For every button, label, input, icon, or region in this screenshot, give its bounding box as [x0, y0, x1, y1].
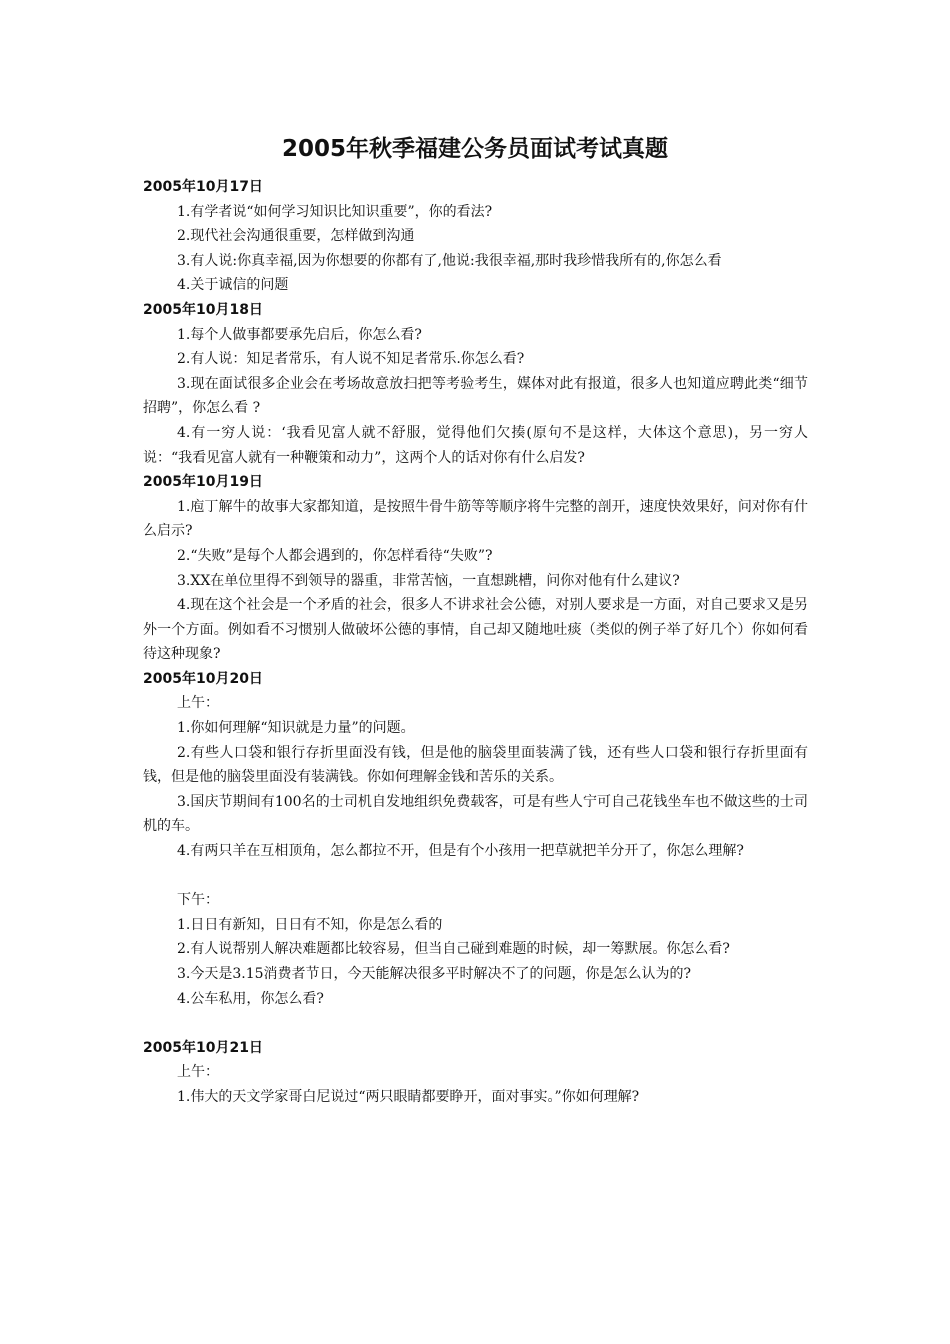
- day-date: 2005年10月18日: [143, 301, 263, 318]
- question: 2.有人说帮别人解决难题都比较容易，但当自己碰到难题的时候，却一筹默展。你怎么看?: [177, 941, 730, 958]
- question: 4.公车私用，你怎么看?: [177, 990, 324, 1007]
- blank-line: [143, 1011, 808, 1036]
- question: 2.现代社会沟通很重要，怎样做到沟通: [177, 228, 415, 245]
- question: 1.每个人做事都要承先启后，你怎么看?: [177, 326, 422, 343]
- blank-line: [143, 864, 808, 889]
- day-section: [143, 1036, 808, 1110]
- question: 3.现在面试很多企业会在考场故意放扫把等考验考生，媒体对此有报道，很多人也知道应聘此类“细节招聘”，你怎么看 ?: [143, 375, 808, 417]
- day-section: [143, 667, 808, 1036]
- morning-label: 上午：: [177, 695, 219, 712]
- question: 3.有人说:你真幸福,因为你想要的你都有了,他说:我很幸福,那时我珍惜我所有的,你怎么看: [177, 252, 722, 269]
- morning-label: 上午：: [177, 1064, 219, 1081]
- question: 1.有学者说“如何学习知识比知识重要”，你的看法?: [177, 203, 493, 220]
- question: 4.现在这个社会是一个矛盾的社会，很多人不讲求社会公德，对别人要求是一方面，对自己要求又是另外一个方面。例如看不习惯别人做破坏公德的事情，自己却又随地吐痰（类似的例子举了好几个）你如何看待这种现象?: [143, 597, 808, 663]
- question: 4.有一穷人说：‘我看见富人就不舒服，觉得他们欠揍(原句不是这样，大体这个意思)，另一穷人说：“我看见富人就有一种鞭策和动力”，这两个人的话对你有什么启发?: [143, 424, 808, 466]
- question: 4.关于诚信的问题: [177, 277, 289, 294]
- question: 1.日日有新知，日日有不知，你是怎么看的: [177, 916, 443, 933]
- question: 1.伟大的天文学家哥白尼说过“两只眼睛都要睁开，面对事实。”你如何理解?: [177, 1088, 640, 1105]
- document-title: 2005年秋季福建公务员面试考试真题: [281, 136, 668, 162]
- document-body: [143, 175, 808, 1110]
- day-date: 2005年10月20日: [143, 670, 263, 687]
- question: 2.“失败”是每个人都会遇到的，你怎样看待“失败”?: [177, 547, 493, 564]
- question: 1.庖丁解牛的故事大家都知道，是按照牛骨牛筋等等顺序将牛完整的剖开，速度快效果好，问对你有什么启示?: [143, 498, 808, 540]
- question: 4.有两只羊在互相顶角，怎么都拉不开，但是有个小孩用一把草就把羊分开了，你怎么理解?: [177, 843, 744, 860]
- question: 2.有人说：知足者常乐，有人说不知足者常乐.你怎么看?: [177, 351, 525, 368]
- question: 2.有些人口袋和银行存折里面没有钱，但是他的脑袋里面装满了钱，还有些人口袋和银行存折里面有钱，但是他的脑袋里面没有装满钱。你如何理解金钱和苦乐的关系。: [143, 744, 808, 786]
- day-date: 2005年10月21日: [143, 1039, 263, 1056]
- day-date: 2005年10月19日: [143, 474, 263, 491]
- question: 3.今天是3.15消费者节日，今天能解决很多平时解决不了的问题，你是怎么认为的?: [177, 966, 692, 982]
- day-section: [143, 298, 808, 470]
- question: 3.XX在单位里得不到领导的器重，非常苦恼，一直想跳槽，问你对他有什么建议?: [177, 572, 680, 589]
- question: 1.你如何理解“知识就是力量”的问题。: [177, 720, 415, 737]
- afternoon-label: 下午：: [177, 892, 219, 909]
- question: 3.国庆节期间有100名的士司机自发地组织免费载客，可是有些人宁可自己花钱坐车也不做这些的士司机的车。: [143, 793, 808, 835]
- day-date: 2005年10月17日: [143, 179, 263, 195]
- day-section: [143, 175, 808, 298]
- day-section: [143, 470, 808, 667]
